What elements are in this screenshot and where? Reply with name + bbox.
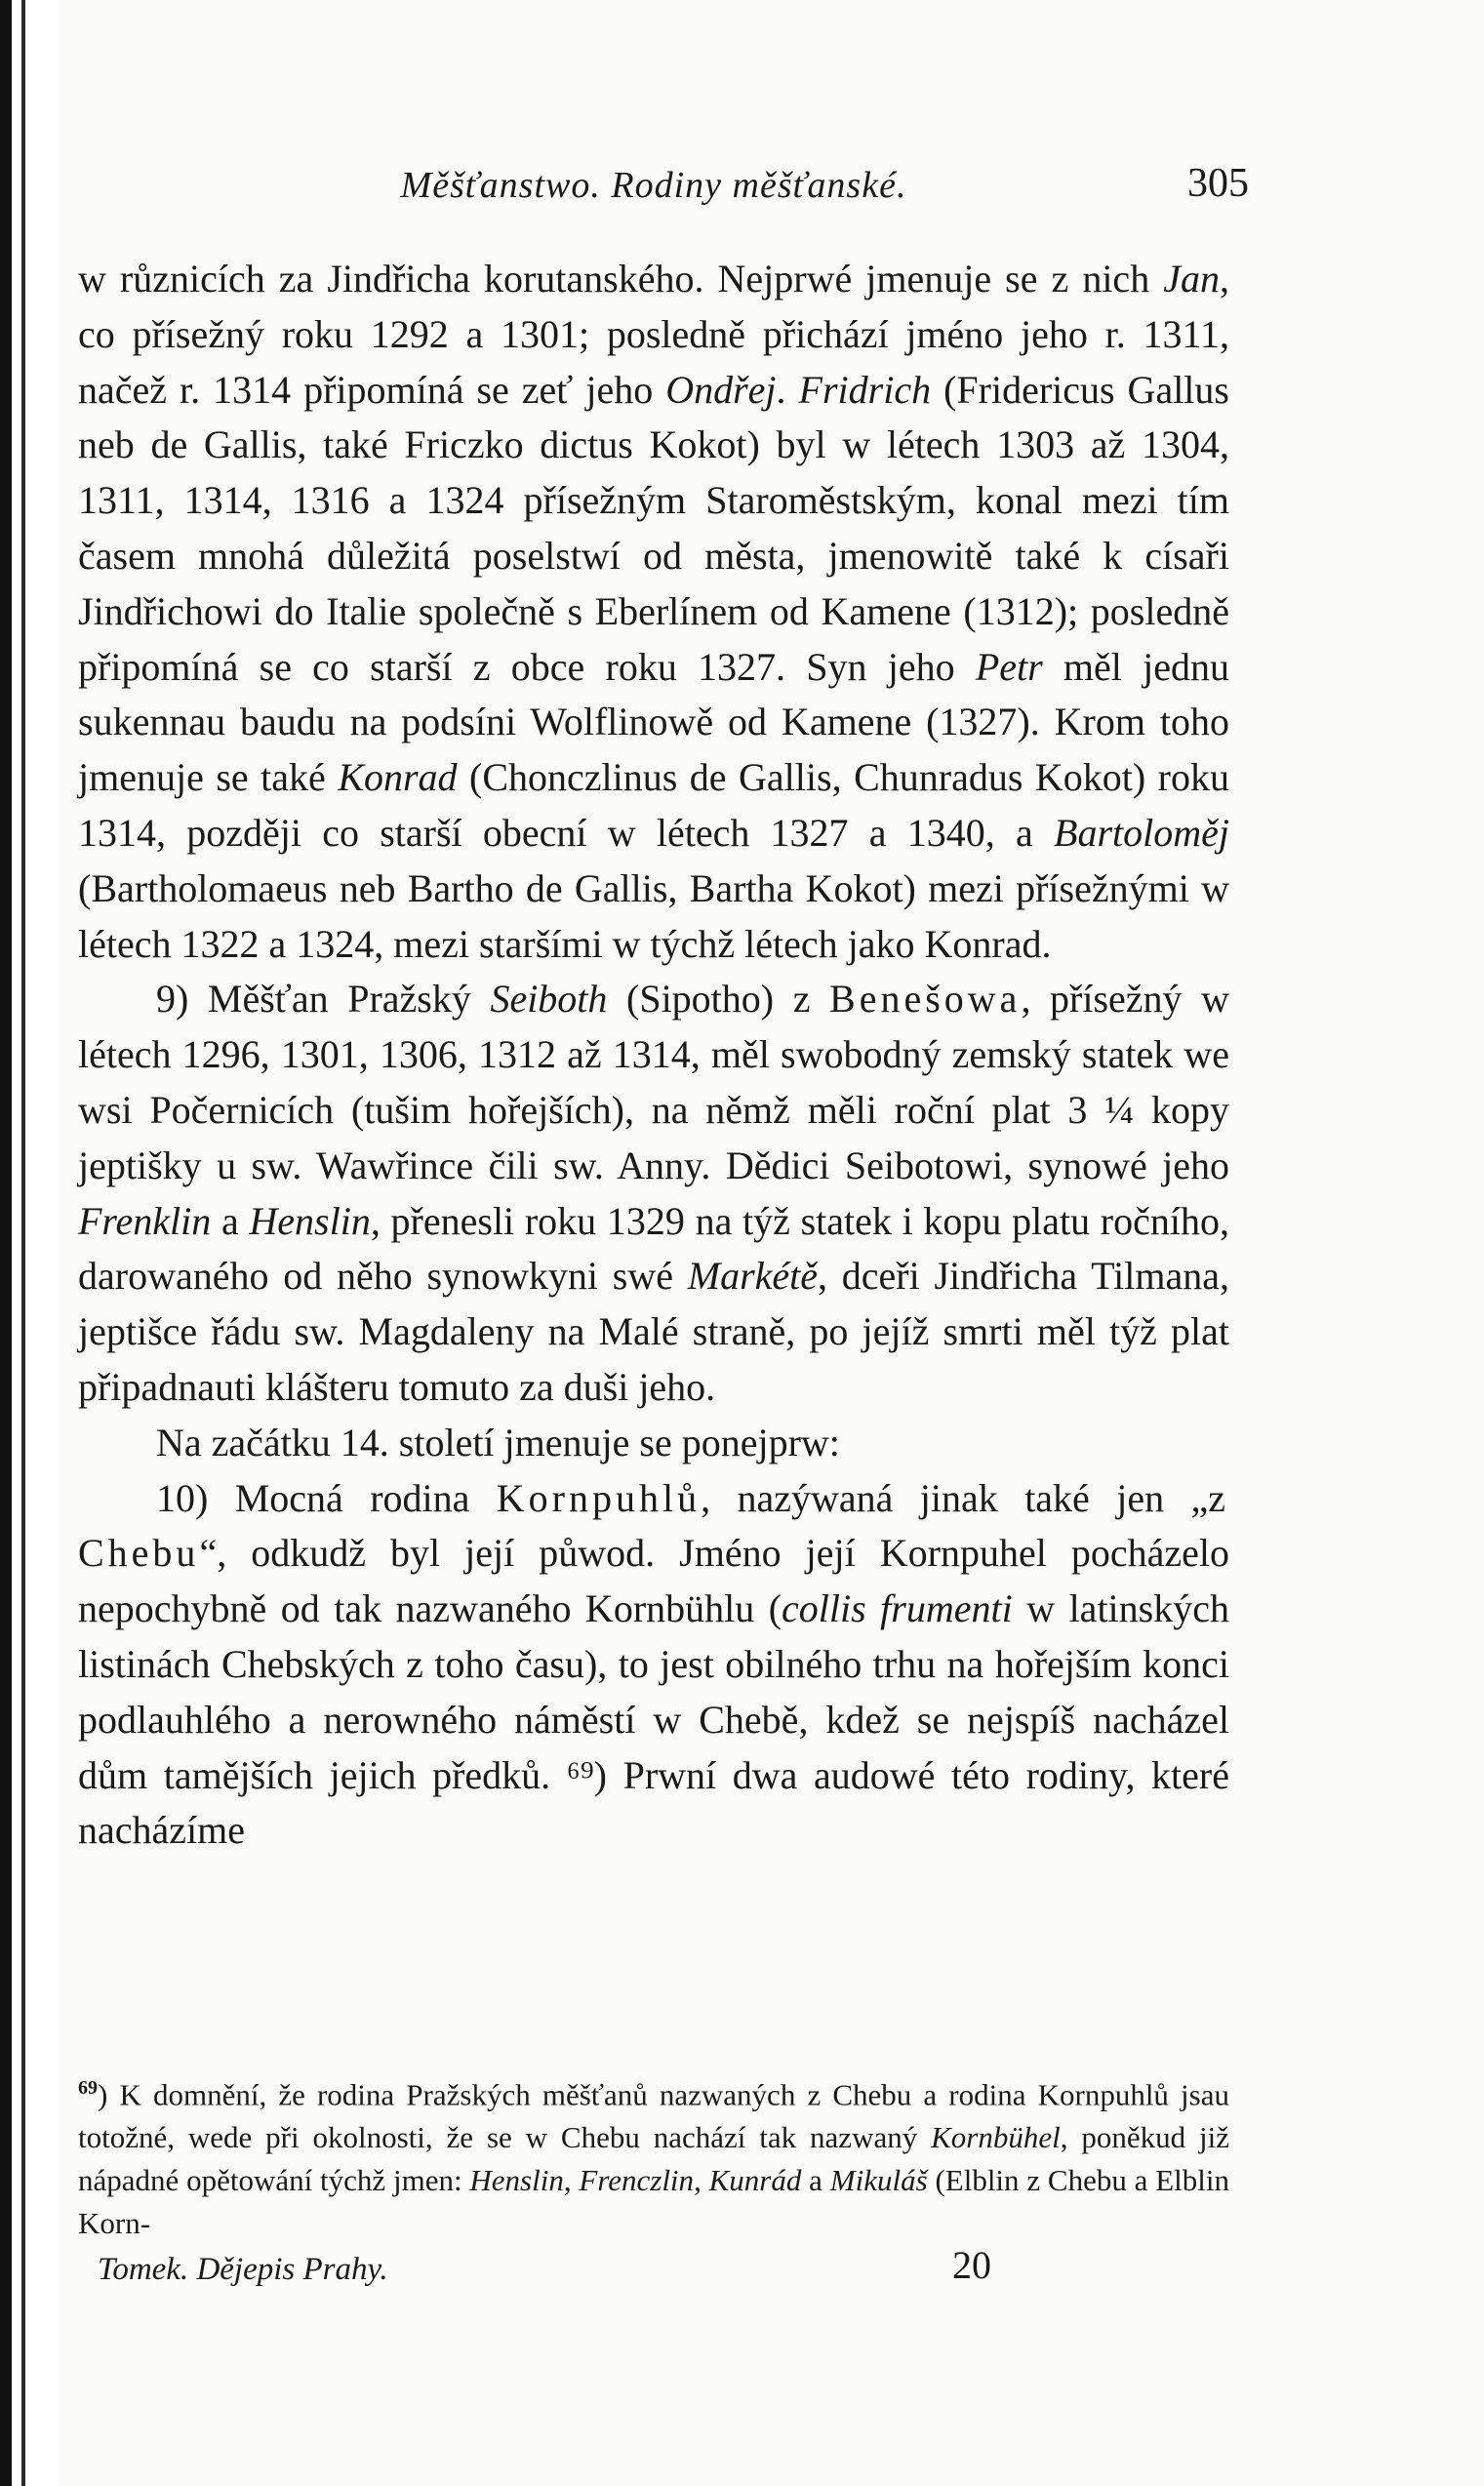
text-run: , poněkud již nápadné opětowání týchž jmen: [78,2120,1230,2198]
page-number: 305 [1187,161,1249,206]
text-run: (Chonczlinus de Gallis, Chunradus Kokot) roku 1314, později co starší obecní w létech 1327 a 1340, a [78,755,1230,855]
running-head [78,156,1249,215]
footnote-text [78,2077,1229,2240]
text-run: , dceři Jindřicha Tilmana, jeptišce řádu sw. Magdaleny na Malé straně, po jejíž smrti měl týž plat připadnauti klášteru tomuto za duši jeho. [78,1254,1230,1409]
text-run: . [776,367,799,412]
signature-number: 20 [952,2243,991,2287]
signature-author-title: Tomek. Dějepis Prahy. [98,2252,388,2287]
italic-text-run: Henslin [469,2163,564,2198]
text-run: , [694,2163,709,2198]
spaced-text-run: z Chebu [78,1475,1229,1576]
footnote [78,2066,1229,2245]
text-run: , nazýwaná jinak také jen „ [701,1475,1209,1520]
footnote-marker: 69 [78,2077,98,2099]
text-run: a [801,2163,830,2198]
binding-shadow [0,0,12,2486]
text-run: 10) Mocná rodina [156,1475,497,1520]
text-run: (Sipotho) z [607,977,830,1022]
text-run: w různicích za Jindřicha korutanského. Nejprwé jmenuje se z nich [78,257,1164,301]
italic-text-run: Frenczlin [579,2163,695,2198]
spaced-text-run: Benešowa [829,977,1022,1022]
text-run: Na začátku 14. století jmenuje se ponejprw: [156,1420,840,1464]
italic-text-run: Frenklin [78,1198,212,1243]
italic-text-run: collis frumenti [782,1586,1013,1631]
italic-text-run: Petr [975,644,1043,689]
text-run: a [211,1198,250,1243]
text-run: “, odkudž byl její půwod. Jméno její Kornpuhel pocházelo nepochybně od tak nazwaného Kornbühlu ( [78,1531,1229,1631]
paragraph [78,1416,1229,1471]
text-run: , co přísežný roku 1292 a 1301; posledně přichází jméno jeho r. 1311, načež r. 1314 připomíná se zeť jeho [78,257,1229,412]
text-run: , [563,2163,580,2198]
italic-text-run: Mikuláš [829,2163,928,2198]
italic-text-run: Kornbühel [931,2120,1061,2155]
italic-text-run: Fridrich [798,367,932,412]
text-run: (Bartholomaeus neb Bartho de Gallis, Bartha Kokot) mezi přísežnými w létech 1322 a 1324, mezi staršími w týchž létech jako Konrad. [78,865,1229,966]
italic-text-run: Konrad [338,755,458,800]
paragraph [78,252,1229,972]
text-run: ) K domnění, že rodina Pražských měšťanů nazwaných z Chebu a rodina Kornpuhlů jsau totožné, wede při okolnosti, že se w Chebu nachází tak nazwaný [78,2077,1229,2155]
italic-text-run: Markétě [687,1254,819,1299]
italic-text-run: Seiboth [490,977,608,1022]
text-run: 9) Měšťan Pražský [156,977,491,1022]
text-run: , přísežný w létech 1296, 1301, 1306, 1312 až 1314, měl swobodný zemský statek we wsi Počernicích (tušim hořejších), na němž měli roční plat 3 ¼ kopy jeptišky u sw. Wawřince čili sw. Anny. Dědici Seibotowi, synowé jeho [78,977,1229,1187]
paragraph [78,972,1229,1415]
italic-text-run: Ondřej [665,367,777,412]
spaced-text-run: Kornpuhlů [496,1475,702,1520]
italic-text-run: Kunrád [708,2163,802,2198]
paragraph [78,1471,1229,1860]
italic-text-run: Henslin [249,1198,371,1243]
running-title: Měšťanstwo. Rodiny měšťanské. [400,165,907,206]
binding-edge [21,0,25,2486]
text-run: (Fridericus Gallus neb de Gallis, také Friczko dictus Kokot) byl w létech 1303 až 1304, 1311, 1314, 1316 a 1324 přísežným Staroměstským, konal mezi tím časem mnohá důležitá poselstwí od města, jmenowitě také k císaři Jindřichowi do Italie společně s Eberlínem od Kamene (1312); posledně připomíná se co starší z obce roku 1327. Syn jeho [78,367,1229,689]
italic-text-run: Bartoloměj [1054,810,1229,855]
text-run: , přenesli roku 1329 na týž statek i kopu platu ročního, darowaného od něho synowkyni swé [78,1198,1229,1299]
body-text [78,252,1229,1859]
text-run: měl jednu sukennau baudu na podsíni Wolflinowě od Kamene (1327). Krom toho jmenuje se také [78,644,1229,800]
text-run: (Elblin z Chebu a Elblin Korn- [78,2163,1230,2241]
italic-text-run: Jan [1163,257,1220,301]
text-run: w latinských listinách Chebských z toho času), to jest obilného trhu na hořejším konci podlauhlého a nerowného náměstí w Chebě, kdež se nejspíš nacházel dům tamějších jejich předků. ⁶⁹) Prwní dwa audowé této rodiny, které nacházíme [78,1586,1229,1853]
